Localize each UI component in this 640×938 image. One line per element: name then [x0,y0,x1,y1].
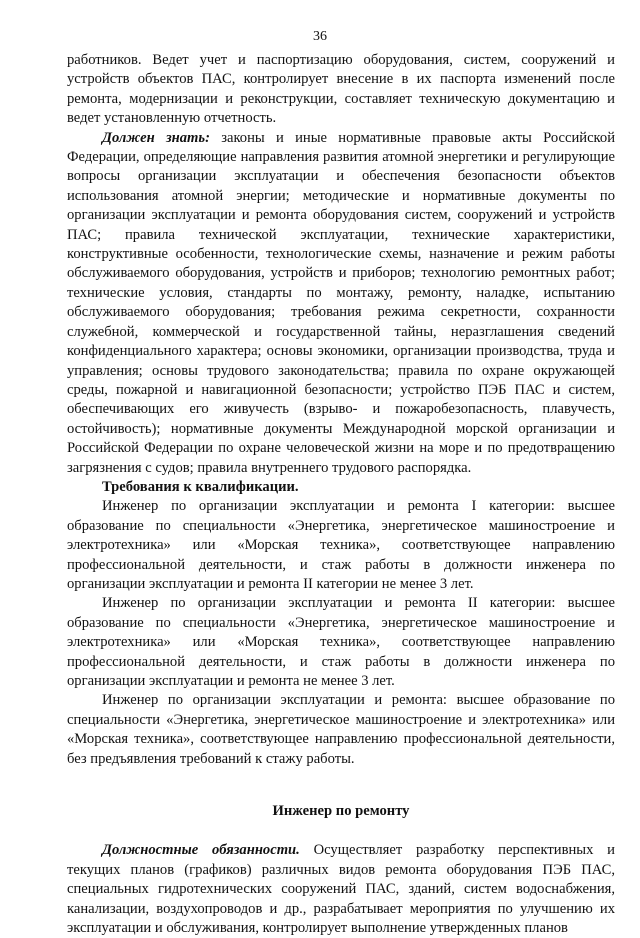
document-body [67,51,615,938]
qualification-cat2: Инженер по организации эксплуатации и ремонта II категории: высшее образование по специальности «Энергетика, энергетическое машиностроение и электротехника» или «Морская техника», соответствующее направлению профессиональной деятельности, и стаж работы в должности инженера по организации эксплуатации и ремонта не менее 3 лет. [67,595,615,689]
qualification-heading: Требования к квалификации. [102,478,299,495]
duties-text: Осуществляет разработку перспективных и текущих планов (графиков) различных видов ремонта оборудования ПЭБ ПАС, специальных гидротехнических сооружений ПАС, зданий, систем водоснабжения, канализации, воздухопроводов и др., разрабатывает мероприятия по улучшению их эксплуатации и обслуживания, контролирует выполнение утвержденных планов [67,842,615,937]
qualification-cat1: Инженер по организации эксплуатации и ремонта I категории: высшее образование по специальности «Энергетика, энергетическое машиностроение и электротехника» или «Морская техника», соответствующее направлению профессиональной деятельности, и стаж работы в должности инженера по организации эксплуатации и ремонта II категории не менее 3 лет. [67,498,615,592]
section-title: Инженер по ремонту [272,803,410,820]
duties-paragraph [67,841,615,938]
page-number: 36 [313,29,327,44]
qualification-base: Инженер по организации эксплуатации и ремонта: высшее образование по специальности «Энергетика, энергетическое машиностроение и электротехника» или «Морская техника», соответствующее направлению профессиональной деятельности, без предъявления требований к стажу работы. [67,692,615,767]
knowledge-lead: Должен знать: [102,129,210,146]
duties-lead: Должностные обязанности. [102,842,300,859]
continued-paragraph: работников. Ведет учет и паспортизацию оборудования, систем, сооружений и устройств объектов ПАС, контролирует внесение в их паспорта изменений после ремонта, модернизации и реконструкции, составляет техническую документацию и ведет установленную отчетность. [67,52,615,127]
knowledge-paragraph [67,129,615,478]
knowledge-text: законы и иные нормативные правовые акты Российской Федерации, определяющие направления развития атомной энергетики и регулирующие вопросы организации эксплуатации и обеспечения безопасности объектов использования атомной энергии; методические и нормативные документы по организации эксплуатации и ремонта оборудования систем, сооружений и устройств ПАС; правила технической эксплуатации, технические характеристики, конструктивные особенности, технологические схемы, назначение и режим работы обслуживаемого оборудования, устройств и приборов; технологию ремонтных работ; технические условия, стандарты по монтажу, ремонту, наладке, испытанию обслуживаемого оборудования; требования режима секретности, сохранности служебной, коммерческой и государственной тайны, неразглашения сведений конфиденциального характера; основы экономики, организации производства, труда и управления; основы трудового законодательства; правила по охране окружающей среды, пожарной и навигационной безопасности; устройство ПЭБ ПАС и систем, обеспечивающих его живучесть (взрыво- и пожаробезопасность, плавучесть, остойчивость); нормативные документы Международной морской организации и Российской Федерации по охране человеческой жизни на море и по предотвращению загрязнения с судов; правила внутреннего трудового распорядка. [67,129,616,476]
